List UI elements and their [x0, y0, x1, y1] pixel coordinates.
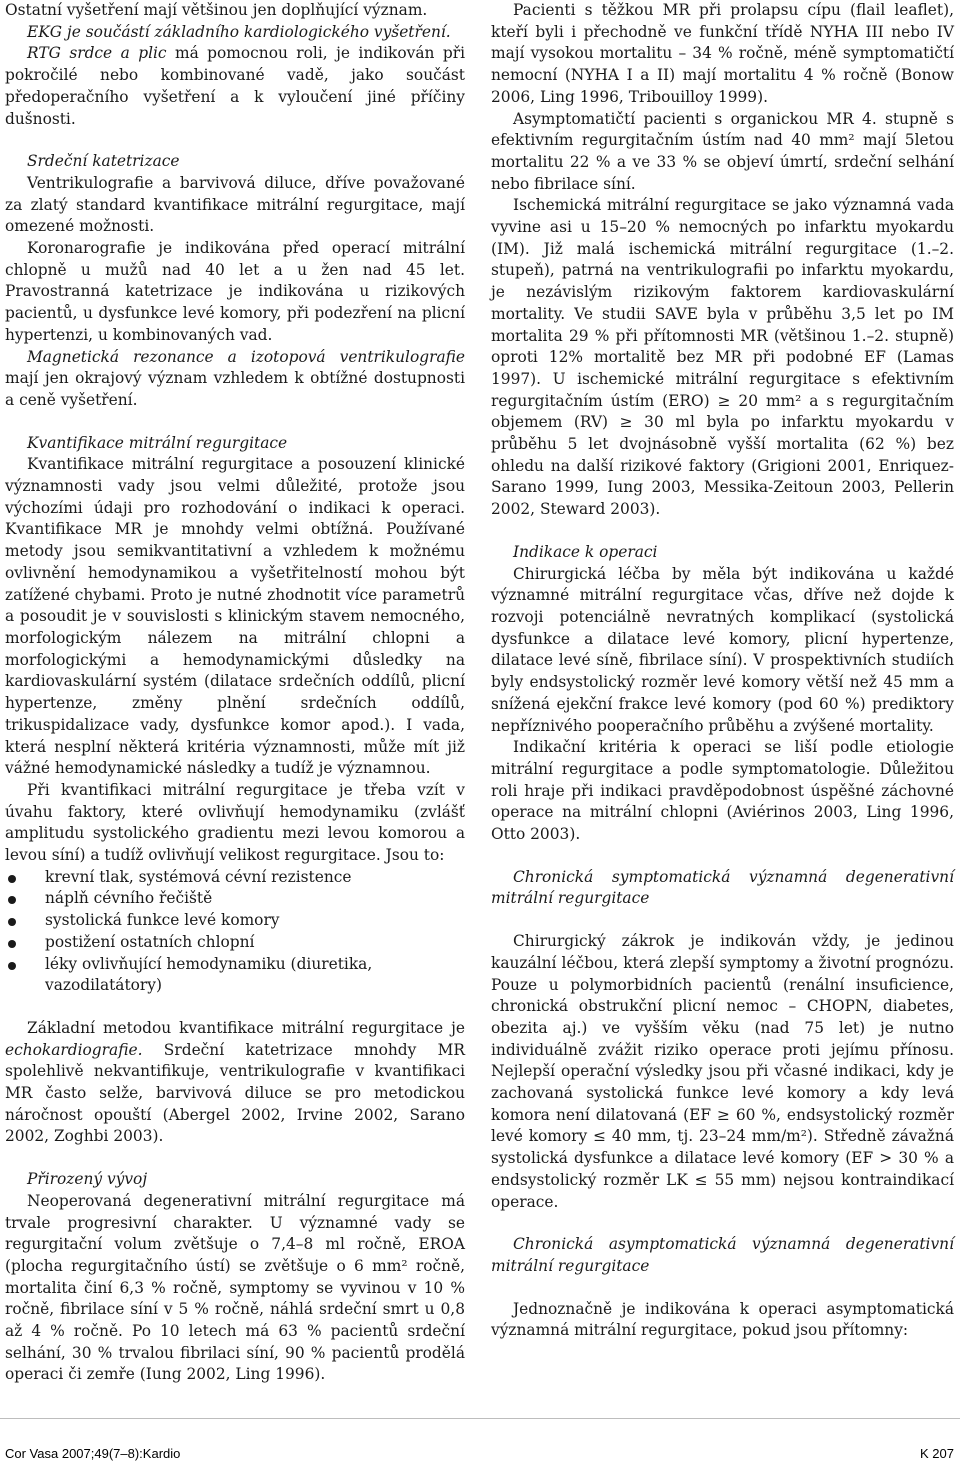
heading-chronic-asymptomatic: Chronická asymptomatická významná degenerativní mitrální regurgitace — [491, 1235, 954, 1275]
quantification-paragraph-3 — [5, 1018, 465, 1148]
heading-quantification: Kvantifikace mitrální regurgitace — [27, 433, 288, 452]
right-column — [491, 0, 954, 1342]
mri-term: Magnetická rezonance a izotopová ventrikulografie — [27, 347, 465, 366]
mri-text: mají jen okrajový význam vzhledem k obtížné dostupnosti a ceně vyšetření. — [5, 369, 465, 409]
intro-paragraph-1: Ostatní vyšetření mají většinou jen doplňující význam. — [5, 1, 428, 19]
heading-indication: Indikace k operaci — [513, 542, 658, 561]
heading-catheterization: Srdeční katetrizace — [27, 152, 180, 171]
right-paragraph-2: Asymptomatičtí pacienti s organickou MR 4. stupně s efektivním regurgitačním ústím nad 40 mm² mají 5letou mortalitu 22 % a ve 33 % se objeví úmrtí, srdeční selhání nebo fibrilace síní. — [491, 109, 954, 193]
heading-natural-course: Přirozený vývoj — [27, 1170, 148, 1189]
heading-chronic-symptomatic: Chronická symptomatická významná degenerativní mitrální regurgitace — [491, 867, 954, 908]
indication-paragraph-1: Chirurgická léčba by měla být indikována u každé významné mitrální regurgitace včas, dříve než dojde k rozvoji potenciálně nevratných komplikací (systolická dysfunkce a dilatace levé komory, plicní hypertenze, dilatace levé síně, fibrilace síní). V prospektivních studiích byly endsystolický rozměr levé komory větší než 45 mm a snížená ejekční frakce levé komory (pod 60 %) prediktory nepříznivého pooperačního průběhu a zvýšené mortality. — [491, 564, 954, 735]
right-paragraph-1: Pacienti s těžkou MR při prolapsu cípu (flail leaflet), kteří byli i přechodně ve funkční třídě NYHA III nebo IV mají vysokou mortalitu – 34 % ročně, méně symptomatičtí nemocní (NYHA I a II) mají mortalitu 4 % ročně (Bonow 2006, Ling 1996, Tribouilloy 1999). — [491, 1, 954, 106]
intro-paragraph-3 — [5, 43, 465, 130]
chronic-asymptomatic-paragraph: Jednoznačně je indikována k operaci asymptomatická významná mitrální regurgitace, pokud jsou přítomny: — [491, 1299, 954, 1340]
rtg-text: má pomocnou roli, je indikován při pokročilé nebo kombinované vadě, jako součást předoperačního vyšetření a k vyloučení jiné příčiny dušnosti. — [5, 44, 465, 128]
catheterization-paragraph-2: Koronarografie je indikována před operací mitrální chlopně u mužů nad 40 let a u žen nad 45 let. Pravostranná katetrizace je indikována u rizikových pacientů, u dysfunkce levé komory, při podezření na plicní hypertenzi, u kombinovaných vad. — [5, 239, 465, 344]
footer-divider — [0, 1418, 960, 1419]
list-item: postižení ostatních chlopní — [5, 932, 465, 954]
quant3-end: Srdeční katetrizace mnohdy MR spolehlivě nekvantifikuje, ventrikulografie v kvantifikaci MR často selže, barvivová diluce se pro metodickou náročnost opouští (Abergel 2002, Irvine 2002, Sarano 2002, Zoghbi 2003). — [5, 1040, 465, 1146]
catheterization-paragraph-1: Ventrikulografie a barvivová diluce, dříve považované za zlatý standard kvantifikace mitrální regurgitace, mají omezené možnosti. — [5, 173, 465, 236]
natural-course-paragraph: Neoperovaná degenerativní mitrální regurgitace má trvale progresivní charakter. U významné vady se regurgitační volum zvětšuje o 7,4–8 ml ročně, EROA (plocha regurgitačního ústí) se zvětšuje o 6 mm² ročně, mortalita činí 6,3 % ročně, symptomy se vyvinou v 10 % ročně, fibrilace síní v 5 % ročně, náhlá srdeční smrt u 0,8 až 4 % ročně. Po 10 letech má 63 % pacientů srdeční selhání, 30 % trvalou fibrilaci síní, 90 % pacientů prodělá operaci či zemře (Iung 2002, Ling 1996). — [5, 1191, 465, 1384]
indication-paragraph-2: Indikační kritéria k operaci se liší podle etiologie mitrální regurgitace a podle symptomatologie. Důležitou roli hraje při indikaci pravděpodobnost úspěšné záchovné operace na mitrální chlopni (Aviérinos 2003, Ling 1996, Otto 2003). — [491, 738, 954, 844]
ekg-sentence: EKG je součástí základního kardiologického vyšetření. — [27, 22, 451, 41]
quant3-start: Základní metodou kvantifikace mitrální regurgitace je — [27, 1018, 465, 1037]
list-item: léky ovlivňující hemodynamiku (diuretika, vazodilatátory) — [5, 954, 465, 997]
rtg-term: RTG srdce a plic — [27, 44, 167, 63]
quantification-paragraph-1: Kvantifikace mitrální regurgitace a posouzení klinické významnosti vady jsou velmi důležité, protože jsou výchozími údaji pro rozhodování o indikaci k operaci. Kvantifikace MR je mnohdy velmi obtížná. Používané metody jsou semikvantitativní a vzhledem k možnému ovlivnění hemodynamikou a vyšetřitelností mohou být zatížené chybami. Proto je nutné zhodnotit více parametrů a posoudit je v souvislosti s klinickým stavem nemocného, morfologickým nálezem na mitrální chlopni a morfologickými a hemodynamickými důsledky na kardiovaskulární systém (dilatace srdečních oddílů, plicní hypertenze, změny plnění srdečních oddílů, trikuspidalizace vady, dysfunkce komor apod.). I vada, která nesplní některá kritéria významnosti, může mít již vážné hemodynamické následky a tudíž je významnou. — [5, 455, 465, 778]
right-paragraph-3: Ischemická mitrální regurgitace se jako významná vada vyvine asi u 15–20 % nemocných po infarktu myokardu (IM). Již malá ischemická mitrální regurgitace (1.–2. stupeň), patrná na ventrikulografii po infarktu myokardu, je nezávislým rizikovým faktorem kardiovaskulární mortality. Ve studii SAVE byla v průběhu 3,5 let po IM mortalita 29 % při přítomnosti MR (většinou 1.–2. stupně) oproti 12% mortalitě bez MR při podobné EF (Lamas 1997). U ischemické mitrální regurgitace s efektivním regurgitačním ústím (ERO) ≥ 20 mm² a s regurgitačním objemem (RV) ≥ 30 ml byla po infarktu myokardu v průběhu 5 let dvojnásobně vyšší mortalita (62 %) bez ohledu na další rizikové faktory (Grigioni 2001, Enriquez-Sarano 1999, Iung 2003, Messika-Zeitoun 2003, Pellerin 2002, Steward 2003). — [491, 196, 954, 519]
catheterization-paragraph-3 — [5, 347, 465, 412]
quantification-paragraph-2: Při kvantifikaci mitrální regurgitace je třeba vzít v úvahu faktory, které ovlivňují hemodynamiku (zvlášť amplitudu systolického gradientu mezi levou komorou a levou síní) a tudíž ovlivňují velikost regurgitace. Jsou to: — [5, 780, 465, 865]
chronic-symptomatic-paragraph: Chirurgický zákrok je indikován vždy, je jedinou kauzální léčbou, která zlepší symptomy a životní prognózu. Pouze u polymorbidních pacientů (renální insuficience, chronická obstrukční plicní nemoc – CHOPN, diabetes, obezita aj.) ve vyšším věku (nad 75 let) je nutno individuálně zvážit riziko operace proti jejímu přínosu. Nejlepší operační výsledky jsou při včasné indikaci, kdy je zachovaná systolická funkce levé komory a kdy levá komora není dilatovaná (EF ≥ 60 %, endsystolický rozměr levé komory ≤ 40 mm, tj. 23–24 mm/m²). Středně závažná systolická dysfunkce a dilatace levé komory (EF > 30 % a endsystolický rozměr LK ≤ 55 mm) nejsou kontraindikací operace. — [491, 932, 954, 1211]
list-item: krevní tlak, systémová cévní rezistence — [5, 867, 465, 889]
intro-paragraph-2 — [5, 22, 465, 44]
journal-citation: Cor Vasa 2007;49(7–8):Kardio — [5, 1446, 181, 1461]
list-item: systolická funkce levé komory — [5, 910, 465, 932]
factor-list — [5, 867, 465, 997]
list-item: náplň cévního řečiště — [5, 888, 465, 910]
left-column — [5, 0, 465, 1386]
echo-term: echokardiografie. — [5, 1040, 143, 1059]
page-number: K 207 — [920, 1446, 954, 1461]
